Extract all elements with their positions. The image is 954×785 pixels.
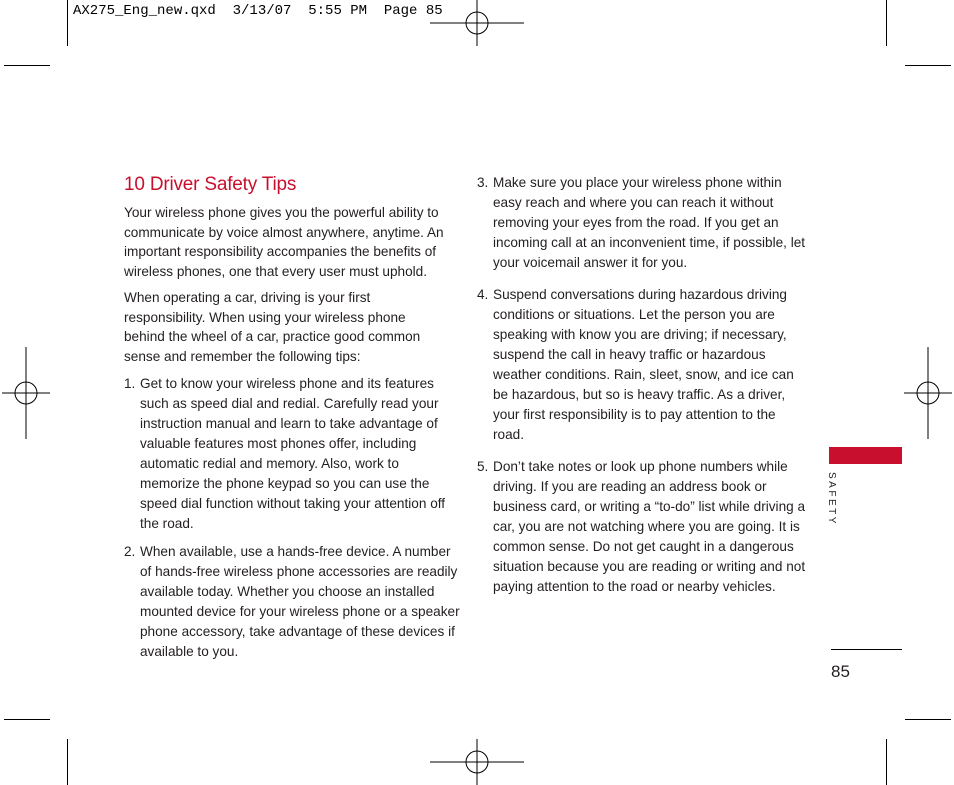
tip-number: 5.	[477, 459, 489, 474]
page-number: 85	[831, 662, 850, 681]
registration-mark-bottom	[430, 739, 524, 785]
tip-item	[477, 457, 813, 597]
tip-item	[124, 542, 460, 662]
tip-item	[477, 285, 807, 445]
print-slug: AX275_Eng_new.qxd 3/13/07 5:55 PM Page 85	[73, 3, 443, 19]
registration-mark-right	[904, 347, 952, 439]
intro-paragraph: Your wireless phone gives you the powerful ability to communicate by voice almost anywhere, anytime. An important responsibility accompanies the benefits of wireless phones, one that every user must uphold.	[124, 205, 444, 279]
tip-number: 1.	[124, 376, 136, 391]
tip-item	[124, 374, 460, 534]
registration-mark-left	[2, 347, 50, 439]
tip-text: Make sure you place your wireless phone within easy reach and where you can reach it without removing your eyes from the road. If you get an incoming call at an inconvenient time, if possible, let your voicemail answer it for you.	[493, 175, 806, 270]
section-tab-bar	[829, 447, 902, 464]
tip-text: Suspend conversations during hazardous driving conditions or situations. Let the person you are speaking with know you are driving; if necessary, suspend the call in heavy traffic or hazardous weather conditions. Rain, sleet, snow, and ice can be hazardous, but so is heavy traffic. As a driver, your first responsibility is to pay attention to the road.	[493, 287, 794, 442]
tip-text: Don’t take notes or look up phone numbers while driving. If you are reading an address book or business card, or writing a “to-do” list while driving a car, you are not watching where you are going. It is common sense. Do not get caught in a dangerous situation because you are reading or writing and not paying attention to the road or nearby vehicles.	[493, 459, 806, 594]
intro-paragraph: When operating a car, driving is your first responsibility. When using your wireless phone behind the wheel of a car, practice good common sense and remember the following tips:	[124, 290, 421, 364]
section-label: SAFETY	[826, 472, 837, 526]
tip-item	[477, 173, 807, 273]
tip-number: 4.	[477, 287, 489, 302]
page-title: 10 Driver Safety Tips	[124, 174, 297, 195]
tip-text: When available, use a hands-free device. A number of hands-free wireless phone accessories are readily available today. Whether you choose an installed mounted device for your wireless phone or a speaker phone accessory, take advantage of these devices if available to you.	[140, 544, 460, 659]
tip-number: 3.	[477, 175, 489, 190]
tip-number: 2.	[124, 544, 136, 559]
folio-rule	[831, 649, 902, 650]
registration-mark-top	[430, 0, 524, 46]
tip-text: Get to know your wireless phone and its features such as speed dial and redial. Carefully read your instruction manual and learn to take advantage of valuable features most phones offer, including automatic redial and memory. Also, work to memorize the phone keypad so you can use the speed dial function without taking your attention off the road.	[140, 376, 446, 531]
